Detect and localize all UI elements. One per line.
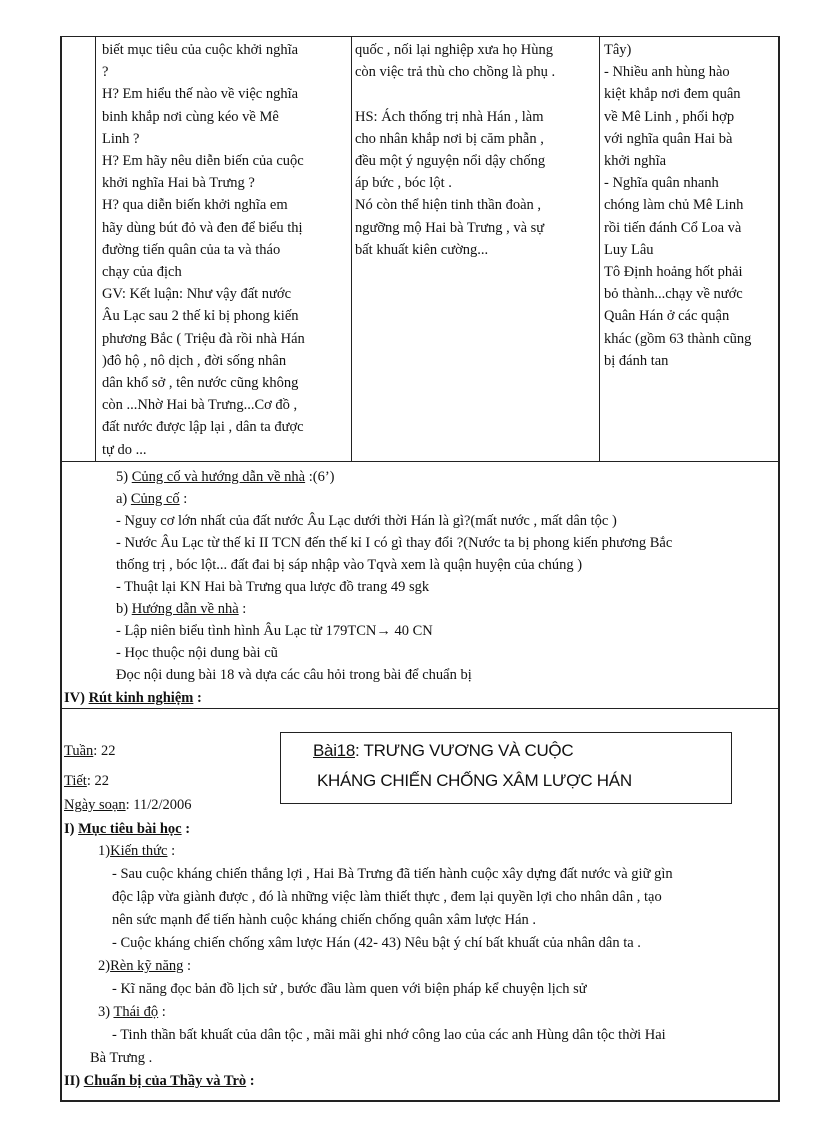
section4-heading: IV) Rút kinh nghiệm : [64, 690, 202, 706]
table-cell-line: còn việc trả thù cho chồng là phụ . [355, 64, 556, 81]
knowledge-line: - Cuộc kháng chiến chống xâm lược Hán (42- 43) Nêu bật ý chí bất khuất của nhân dân ta . [112, 935, 641, 951]
table-cell-line: quốc , nối lại nghiệp xưa họ Hùng [355, 42, 553, 58]
table-cell-line: chạy của địch [102, 264, 182, 281]
section5b-item: - Lập niên biểu tình hình Âu Lạc từ 179TCN→ 40 CN [116, 623, 433, 639]
section5b-item: Đọc nội dung bài 18 và dựa các câu hỏi trong bài để chuẩn bị [116, 667, 472, 683]
table-cell-line: khởi nghĩa [604, 153, 667, 170]
table-cell-line: hãy dùng bút đỏ và đen để biểu thị [102, 219, 303, 236]
table-cell-line: khởi nghĩa Hai bà Trưng ? [102, 175, 255, 192]
table-cell-line: Tây) [604, 42, 632, 58]
table-cell-line: Luy Lâu [604, 241, 654, 258]
table-cell-line: bỏ thành...chạy về nước [604, 286, 743, 303]
table-cell-line: chóng làm chủ Mê Linh [604, 197, 744, 214]
section1-heading: I) Mục tiêu bài học : [64, 821, 191, 837]
table-column-teacher [96, 37, 352, 461]
table-cell-line: đường tiến quân của ta và tháo [102, 241, 281, 258]
table-cell-line: - Nghĩa quân nhanh [604, 175, 719, 192]
lesson-table [62, 36, 778, 462]
table-column-number [62, 37, 96, 461]
skills-line: - Kĩ năng đọc bản đồ lịch sử , bước đầu làm quen với biện pháp kể chuyện lịch sử [112, 981, 587, 997]
table-cell-line [355, 83, 593, 105]
subsection-knowledge-heading: 1)Kiến thức : [98, 843, 176, 859]
table-cell-line: binh khắp nơi cùng kéo về Mê [102, 108, 279, 125]
table-cell-line: biết mục tiêu của cuộc khởi nghĩa [102, 42, 299, 58]
section5a-item: - Nước Âu Lạc từ thế kỉ II TCN đến thế kỉ I có gì thay đổi ?(Nước ta bị phong kiến phương Bắc [116, 535, 673, 551]
knowledge-line: nên sức mạnh để tiến hành cuộc kháng chiến chống quân xâm lược Hán . [112, 912, 537, 928]
table-cell-line: Tô Định hoảng hốt phải [604, 264, 743, 281]
lesson-title-box [280, 732, 732, 804]
table-cell-line: về Mê Linh , phối hợp [604, 108, 735, 125]
table-cell-line: áp bức , bóc lột . [355, 175, 452, 192]
section5a-item: - Nguy cơ lớn nhất của đất nước Âu Lạc dưới thời Hán là gì?(mất nước , mất dân tộc ) [116, 513, 617, 529]
lesson-title-line1: Bài18: TRƯNG VƯƠNG VÀ CUỘC [313, 741, 574, 760]
table-cell-line: đất nước được lập lại , dân ta được [102, 419, 304, 436]
week-field: Tuần: 22 [64, 743, 116, 759]
attitude-line: - Tinh thần bất khuất của dân tộc , mãi mãi ghi nhớ công lao của các anh Hùng dân tộc thời Hai [112, 1027, 666, 1043]
divider [62, 708, 778, 709]
subsection-attitude-heading: 3) Thái độ : [98, 1004, 166, 1020]
section5a-item: thống trị , bóc lột... đất đai bị sáp nhập vào Tqvà xem là quận huyện của chúng ) [116, 557, 583, 573]
section5a-heading: a) Củng cố : [116, 491, 188, 507]
table-cell-line: rồi tiến đánh Cổ Loa và [604, 219, 742, 236]
table-cell-line: ? [102, 64, 109, 81]
subsection-skills-heading: 2)Rèn kỹ năng : [98, 958, 192, 974]
table-cell-line: dân khổ sở , tên nước cũng không [102, 375, 299, 392]
table-cell-line: kiệt khắp nơi đem quân [604, 86, 741, 103]
period-field: Tiết: 22 [64, 773, 109, 789]
arrow-right-icon: → [376, 623, 391, 639]
section2-heading: II) Chuẩn bị của Thầy và Trò : [64, 1073, 255, 1089]
table-cell-line: bất khuất kiên cường... [355, 241, 489, 258]
table-cell-line: Quân Hán ở các quận [604, 308, 730, 325]
table-cell-line: tự do ... [102, 441, 147, 458]
section5b-item: - Học thuộc nội dung bài cũ [116, 645, 278, 661]
table-cell-line: đều một ý nguyện nổi dậy chống [355, 153, 546, 169]
table-column-content [600, 37, 778, 461]
knowledge-line: độc lập vừa giành được , đó là những việc làm thiết thực , đem lại quyền lợi cho nhân dân , tạo [112, 889, 662, 905]
lesson-title-line2: KHÁNG CHIẾN CHỐNG XÂM LƯỢC HÁN [317, 771, 632, 790]
date-field: Ngày soạn: 11/2/2006 [64, 797, 192, 813]
table-cell-line: cho nhân khắp nơi bị căm phẫn , [355, 130, 544, 147]
table-cell-line: GV: Kết luận: Như vậy đất nước [102, 286, 292, 303]
table-cell-line: khác (gồm 63 thành cũng [604, 330, 752, 347]
table-cell-line: - Nhiều anh hùng hào [604, 64, 730, 81]
document-page [60, 36, 780, 1102]
table-cell-line: ngưỡng mộ Hai bà Trưng , và sự [355, 219, 545, 236]
table-cell-line: bị đánh tan [604, 352, 669, 369]
table-cell-line: H? Em hãy nêu diễn biến của cuộc [102, 153, 304, 170]
knowledge-line: - Sau cuộc kháng chiến thắng lợi , Hai Bà Trưng đã tiến hành cuộc xây dựng đất nước và giữ gìn [112, 866, 673, 882]
section5b-heading: b) Hướng dẫn về nhà : [116, 601, 247, 617]
section5-heading: 5) Củng cố và hướng dẫn về nhà :(6’) [116, 469, 335, 485]
table-cell-line: HS: Ách thống trị nhà Hán , làm [355, 108, 544, 125]
table-cell-line: H? Em hiểu thế nào về việc nghĩa [102, 86, 299, 103]
table-cell-line: với nghĩa quân Hai bà [604, 130, 733, 147]
table-cell-line: phương Bắc ( Triệu đà rồi nhà Hán [102, 330, 305, 347]
table-cell-line: Linh ? [102, 130, 140, 147]
table-cell-line: Nó còn thể hiện tinh thần đoàn , [355, 197, 542, 214]
table-cell-line: Âu Lạc sau 2 thế kỉ bị phong kiến [102, 308, 299, 325]
table-cell-line: còn ...Nhờ Hai bà Trưng...Cơ đồ , [102, 397, 298, 414]
attitude-line: Bà Trưng . [90, 1050, 153, 1066]
table-cell-line: H? qua diễn biến khởi nghĩa em [102, 197, 288, 214]
table-column-student [352, 37, 600, 461]
section5a-item: - Thuật lại KN Hai bà Trưng qua lược đồ trang 49 sgk [116, 579, 430, 595]
table-cell-line: )đô hộ , nô dịch , đời sống nhân [102, 352, 287, 369]
